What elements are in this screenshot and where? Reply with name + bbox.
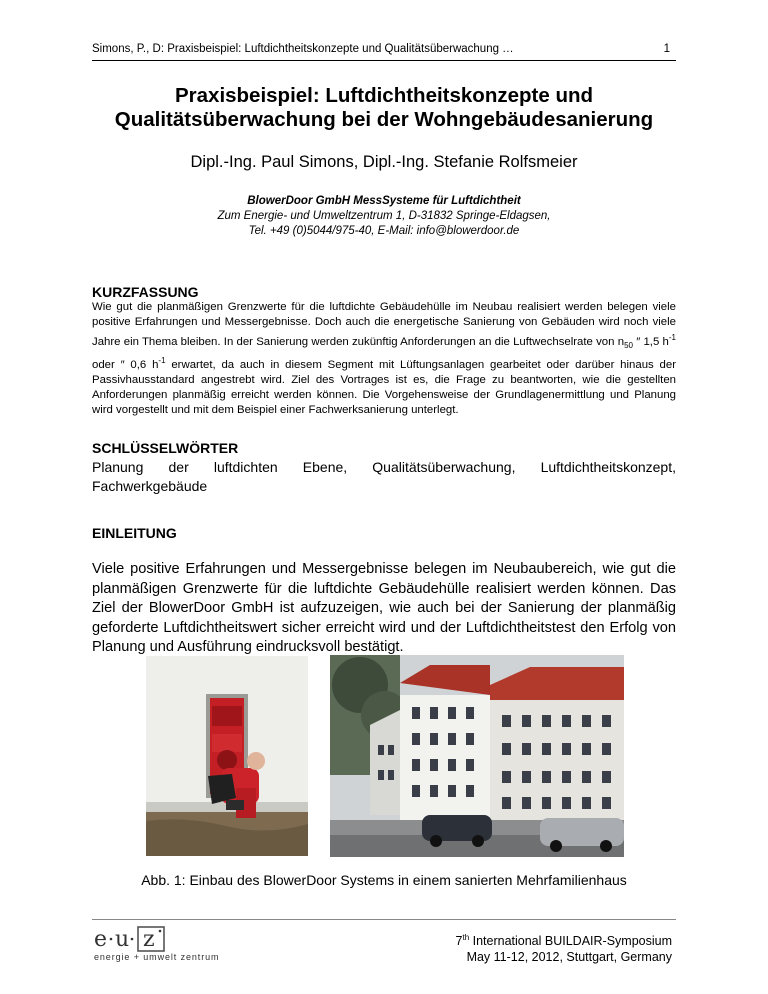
running-title: Simons, P., D: Praxisbeispiel: Luftdichtheitskonzepte und Qualitätsüberwachung … — [92, 43, 514, 55]
authors: Dipl.-Ing. Paul Simons, Dipl.-Ing. Stefanie Rolfsmeier — [190, 153, 578, 171]
photo-renovated-building — [330, 655, 624, 857]
abstract-text: Wie gut die planmäßigen Grenzwerte für die luftdichte Gebäudehülle im Neubau realisiert werden belegen viele positive Erfahrungen und Messergebnisse. Doch auch die energetische Sanierung von Gebäuden wird noch viele Jahre ein Thema bleiben. In der Sanierung werden zukünftig Anforderungen an die Luftwechselrate von $n_{50}$ ″ 1,5 $h^{-1}$ oder ″ 0,6 $h^{-1}$ erwartet, da auch in diesem Segment mit Lüftungsanlagen gearbeitet oder darüber hinaus der Passivhausstandard angestrebt wird. Ziel des Vortrages ist es, die Frage zu beantworten, wie die gestellten Anforderungen planmäßig erreicht werden können. Die Vorgehensweise der Grundlagenermittlung und Planung wird vorgestellt und mit dem Beispiel einer Fachwerksanierung unterlegt. — [92, 301, 677, 416]
introduction-text: Viele positive Erfahrungen und Messergebnisse belegen im Neubaubereich, wie gut die planmäßigen Grenzwerte für die luftdichte Gebäudehülle realisiert werden können. Das Ziel der BlowerDoor GmbH ist aufzuzeigen, wie auch bei der Sanierung der planmäßig geforderte Luftdichtheitswert sicher erreicht wird und der Luftdichtheitstest den Erfolg von Planung und Ausführung eindrucksvoll bestätigt. — [92, 561, 676, 655]
institution-block — [92, 194, 676, 239]
photo-blowerdoor-svg — [146, 656, 308, 856]
footer-rule — [92, 919, 676, 920]
conference-info: 7th International BUILDAIR-Symposium May 11-12, 2012, Stuttgart, Germany — [455, 933, 672, 965]
svg-text:z: z — [143, 927, 155, 952]
header-rule — [92, 60, 676, 61]
page-number: 1 — [663, 43, 670, 55]
photo-blowerdoor-installation — [146, 656, 308, 856]
keywords-text: Planung der luftdichten Ebene, Qualitätsüberwachung, Luftdichtheitskonzept, Fachwerkgebäude — [92, 459, 676, 494]
title-line-2: Qualitätsüberwachung bei der Wohngebäudesanierung — [114, 108, 654, 131]
title-line-1: Praxisbeispiel: Luftdichtheitskonzepte und — [174, 84, 594, 107]
abstract-heading: KURZFASSUNG — [92, 284, 199, 300]
photo-building-svg — [330, 655, 624, 857]
figure-caption: Abb. 1: Einbau des BlowerDoor Systems in einem sanierten Mehrfamilienhaus — [141, 872, 627, 888]
svg-text:u: u — [115, 927, 130, 952]
paper-title — [92, 84, 676, 132]
svg-text:e: e — [94, 927, 108, 952]
conference-date: May 11-12, 2012, Stuttgart, Germany — [466, 950, 672, 965]
institution-name: BlowerDoor GmbH MessSysteme für Luftdichtheit — [247, 195, 521, 207]
institution-address: Zum Energie- und Umweltzentrum 1, D-31832 Springe-Eldagsen, — [217, 210, 551, 222]
euz-logo-graphic — [92, 921, 242, 971]
keywords-heading: SCHLÜSSELWÖRTER — [92, 440, 239, 456]
running-header — [92, 43, 676, 63]
institution-contact: Tel. +49 (0)5044/975-40, E-Mail: info@blowerdoor.de — [248, 225, 520, 237]
euz-logo — [92, 921, 242, 971]
introduction-heading: EINLEITUNG — [92, 525, 177, 541]
euz-logo-tagline: energie + umwelt zentrum — [94, 952, 220, 962]
